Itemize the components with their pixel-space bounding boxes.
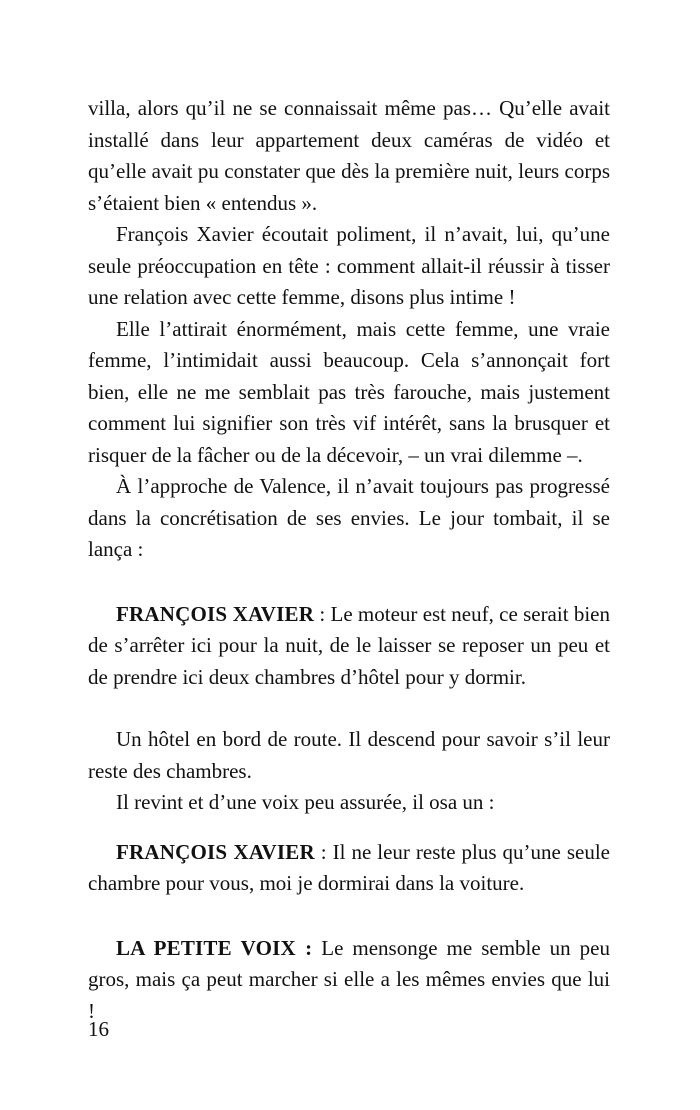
paragraph-text: Elle l’attirait énormément, mais cette femme, une vraie femme, l’intimidait aussi beaucoup. Cela s’annonçait fort bien, elle ne me semblait pas très farouche, mais justement comment lui signifier son très vif intérêt, sans la brusquer et risquer de la fâcher ou de la décevoir, – un vrai dilemme –. — [88, 316, 610, 467]
speaker-name: LA PETITE VOIX : — [116, 935, 313, 960]
paragraph-valence — [88, 471, 610, 566]
dialogue-text: : Le moteur est neuf, ce serait bien de s’arrêter ici pour la nuit, de le laisser se reposer un peu et de prendre ici deux chambres d’hôtel pour y dormir. — [88, 601, 610, 689]
book-page-text — [88, 93, 610, 1027]
page-number: 16 — [88, 1017, 109, 1041]
paragraph-hotel — [88, 724, 610, 787]
dialogue-text: Le mensonge me semble un peu gros, mais ça peut marcher si elle a les mêmes envies que lui ! — [88, 935, 610, 1023]
paragraph-text: À l’approche de Valence, il n’avait toujours pas progressé dans la concrétisation de ses envies. Le jour tombait, il se lança : — [88, 474, 610, 561]
paragraph-text: Un hôtel en bord de route. Il descend pour savoir s’il leur reste des chambres. — [88, 727, 610, 783]
dialogue-francois-hotel — [88, 599, 610, 694]
paragraph-attraction — [88, 314, 610, 472]
speaker-name: FRANÇOIS XAVIER — [116, 839, 315, 864]
paragraph-returned — [88, 787, 610, 819]
speaker-name: FRANÇOIS XAVIER — [116, 601, 315, 626]
dialogue-petite-voix — [88, 933, 610, 1028]
dialogue-text: : Il ne leur reste plus qu’une seule chambre pour vous, moi je dormirai dans la voiture. — [88, 839, 610, 895]
dialogue-francois-room — [88, 837, 610, 900]
paragraph-villa-cameras — [88, 93, 610, 219]
paragraph-text: Il revint et d’une voix peu assurée, il osa un : — [116, 790, 495, 814]
paragraph-text: villa, alors qu’il ne se connaissait même pas… Qu’elle avait installé dans leur appartement deux caméras de vidéo et qu’elle avait pu constater que dès la première nuit, leurs corps s’étaient bien « entendus ». — [88, 96, 610, 215]
paragraph-francois-preoccupation — [88, 219, 610, 314]
paragraph-text: François Xavier écoutait poliment, il n’avait, lui, qu’une seule préoccupation en tête : comment allait-il réussir à tisser une relation avec cette femme, disons plus intime ! — [88, 222, 610, 309]
